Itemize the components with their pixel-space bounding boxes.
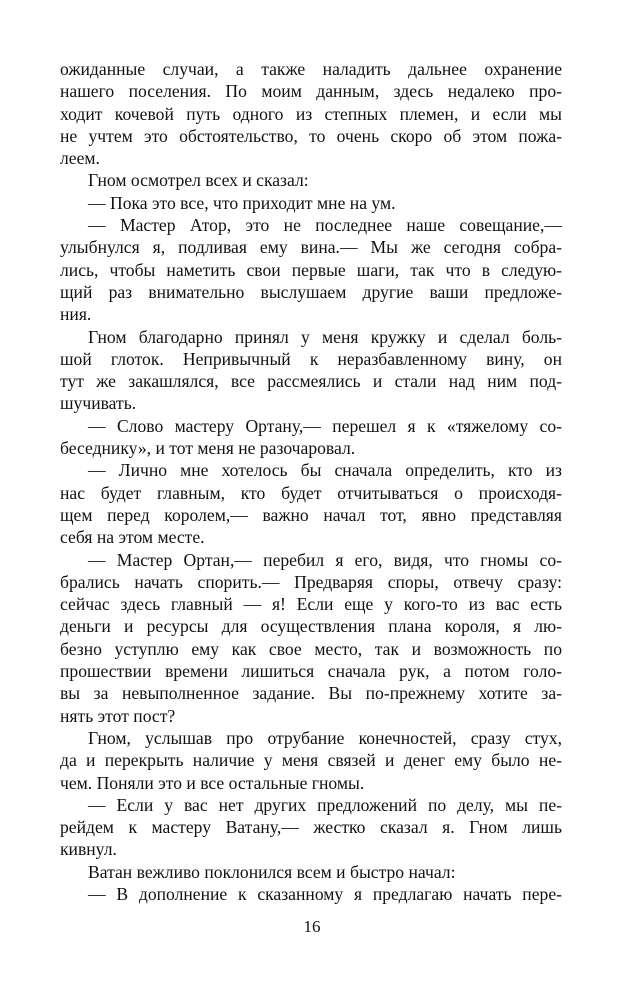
text-line: не учтем это обстоятельство, то очень скоро об этом пожа-	[60, 125, 562, 146]
text-line: нять этот пост?	[60, 705, 176, 726]
text-line: нас будет главным, кто будет отчитываться о происходя-	[60, 482, 562, 503]
text-line: щем перед королем,— важно начал тот, явно представляя	[60, 504, 562, 525]
page-body	[60, 58, 562, 905]
text-line: — Мастер Ортан,— перебил я его, видя, что гномы со-	[88, 549, 562, 570]
text-line: рейдем к мастеру Ватану,— жестко сказал я. Гном лишь	[60, 817, 562, 838]
text-line: тут же закашлялся, все рассмеялись и стали над ним под-	[60, 371, 562, 392]
text-line: себя на этом месте.	[60, 527, 205, 548]
text-line: леем.	[60, 148, 100, 169]
text-line: чем. Поняли это и все остальные гномы.	[60, 772, 365, 793]
text-line: кивнул.	[60, 839, 117, 860]
text-line: — Слово мастеру Ортану,— перешел я к «тяжелому со-	[88, 415, 562, 436]
text-line: — Если у вас нет других предложений по делу, мы пе-	[88, 794, 562, 815]
text-line: ния.	[60, 304, 92, 325]
page-number: 16	[303, 917, 321, 936]
text-line: да и перекрыть наличие у меня связей и денег ему было не-	[60, 750, 562, 771]
text-line: беседнику», и тот меня не разочаровал.	[60, 438, 356, 459]
text-line: брались начать спорить.— Предваряя споры, отвечу сразу:	[60, 571, 562, 592]
text-line: шой глоток. Непривычный к неразбавленному вину, он	[60, 348, 562, 369]
text-line: лись, чтобы наметить свои первые шаги, так что в следую-	[60, 259, 562, 280]
text-line: Гном, услышав про отрубание конечностей, сразу стух,	[88, 727, 562, 748]
text-line: сейчас здесь главный — я! Если еще у кого-то из вас есть	[60, 594, 562, 615]
text-line: нашего поселения. По моим данным, здесь недалеко про-	[60, 81, 562, 102]
text-line: безно уступлю ему как свое место, так и возможность по	[60, 638, 562, 659]
text-line: ходит кочевой путь одного из степных племен, и если мы	[60, 103, 562, 124]
text-line: Гном осмотрел всех и сказал:	[88, 170, 309, 191]
text-line: деньги и ресурсы для осуществления плана короля, я лю-	[60, 616, 562, 637]
text-line: — В дополнение к сказанному я предлагаю начать пере-	[88, 883, 562, 904]
text-line: Гном благодарно принял у меня кружку и сделал боль-	[88, 326, 562, 347]
text-line: шучивать.	[60, 393, 137, 414]
text-line: — Мастер Атор, это не последнее наше совещание,—	[88, 215, 562, 236]
text-line: вы за невыполненное задание. Вы по-прежнему хотите за-	[60, 683, 562, 704]
text-line: — Пока это все, что приходит мне на ум.	[88, 192, 396, 213]
text-line: ожиданные случаи, а также наладить дальнее охранение	[60, 59, 562, 79]
text-line: Ватан вежливо поклонился всем и быстро начал:	[88, 861, 456, 882]
text-line: улыбнулся я, подливая ему вина.— Мы же сегодня собра-	[60, 237, 562, 258]
text-line: — Лично мне хотелось бы сначала определить, кто из	[88, 460, 562, 481]
text-line: щий раз внимательно выслушаем другие ваши предложе-	[60, 281, 562, 302]
text-line: прошествии времени лишиться сначала рук, а потом голо-	[60, 661, 562, 682]
